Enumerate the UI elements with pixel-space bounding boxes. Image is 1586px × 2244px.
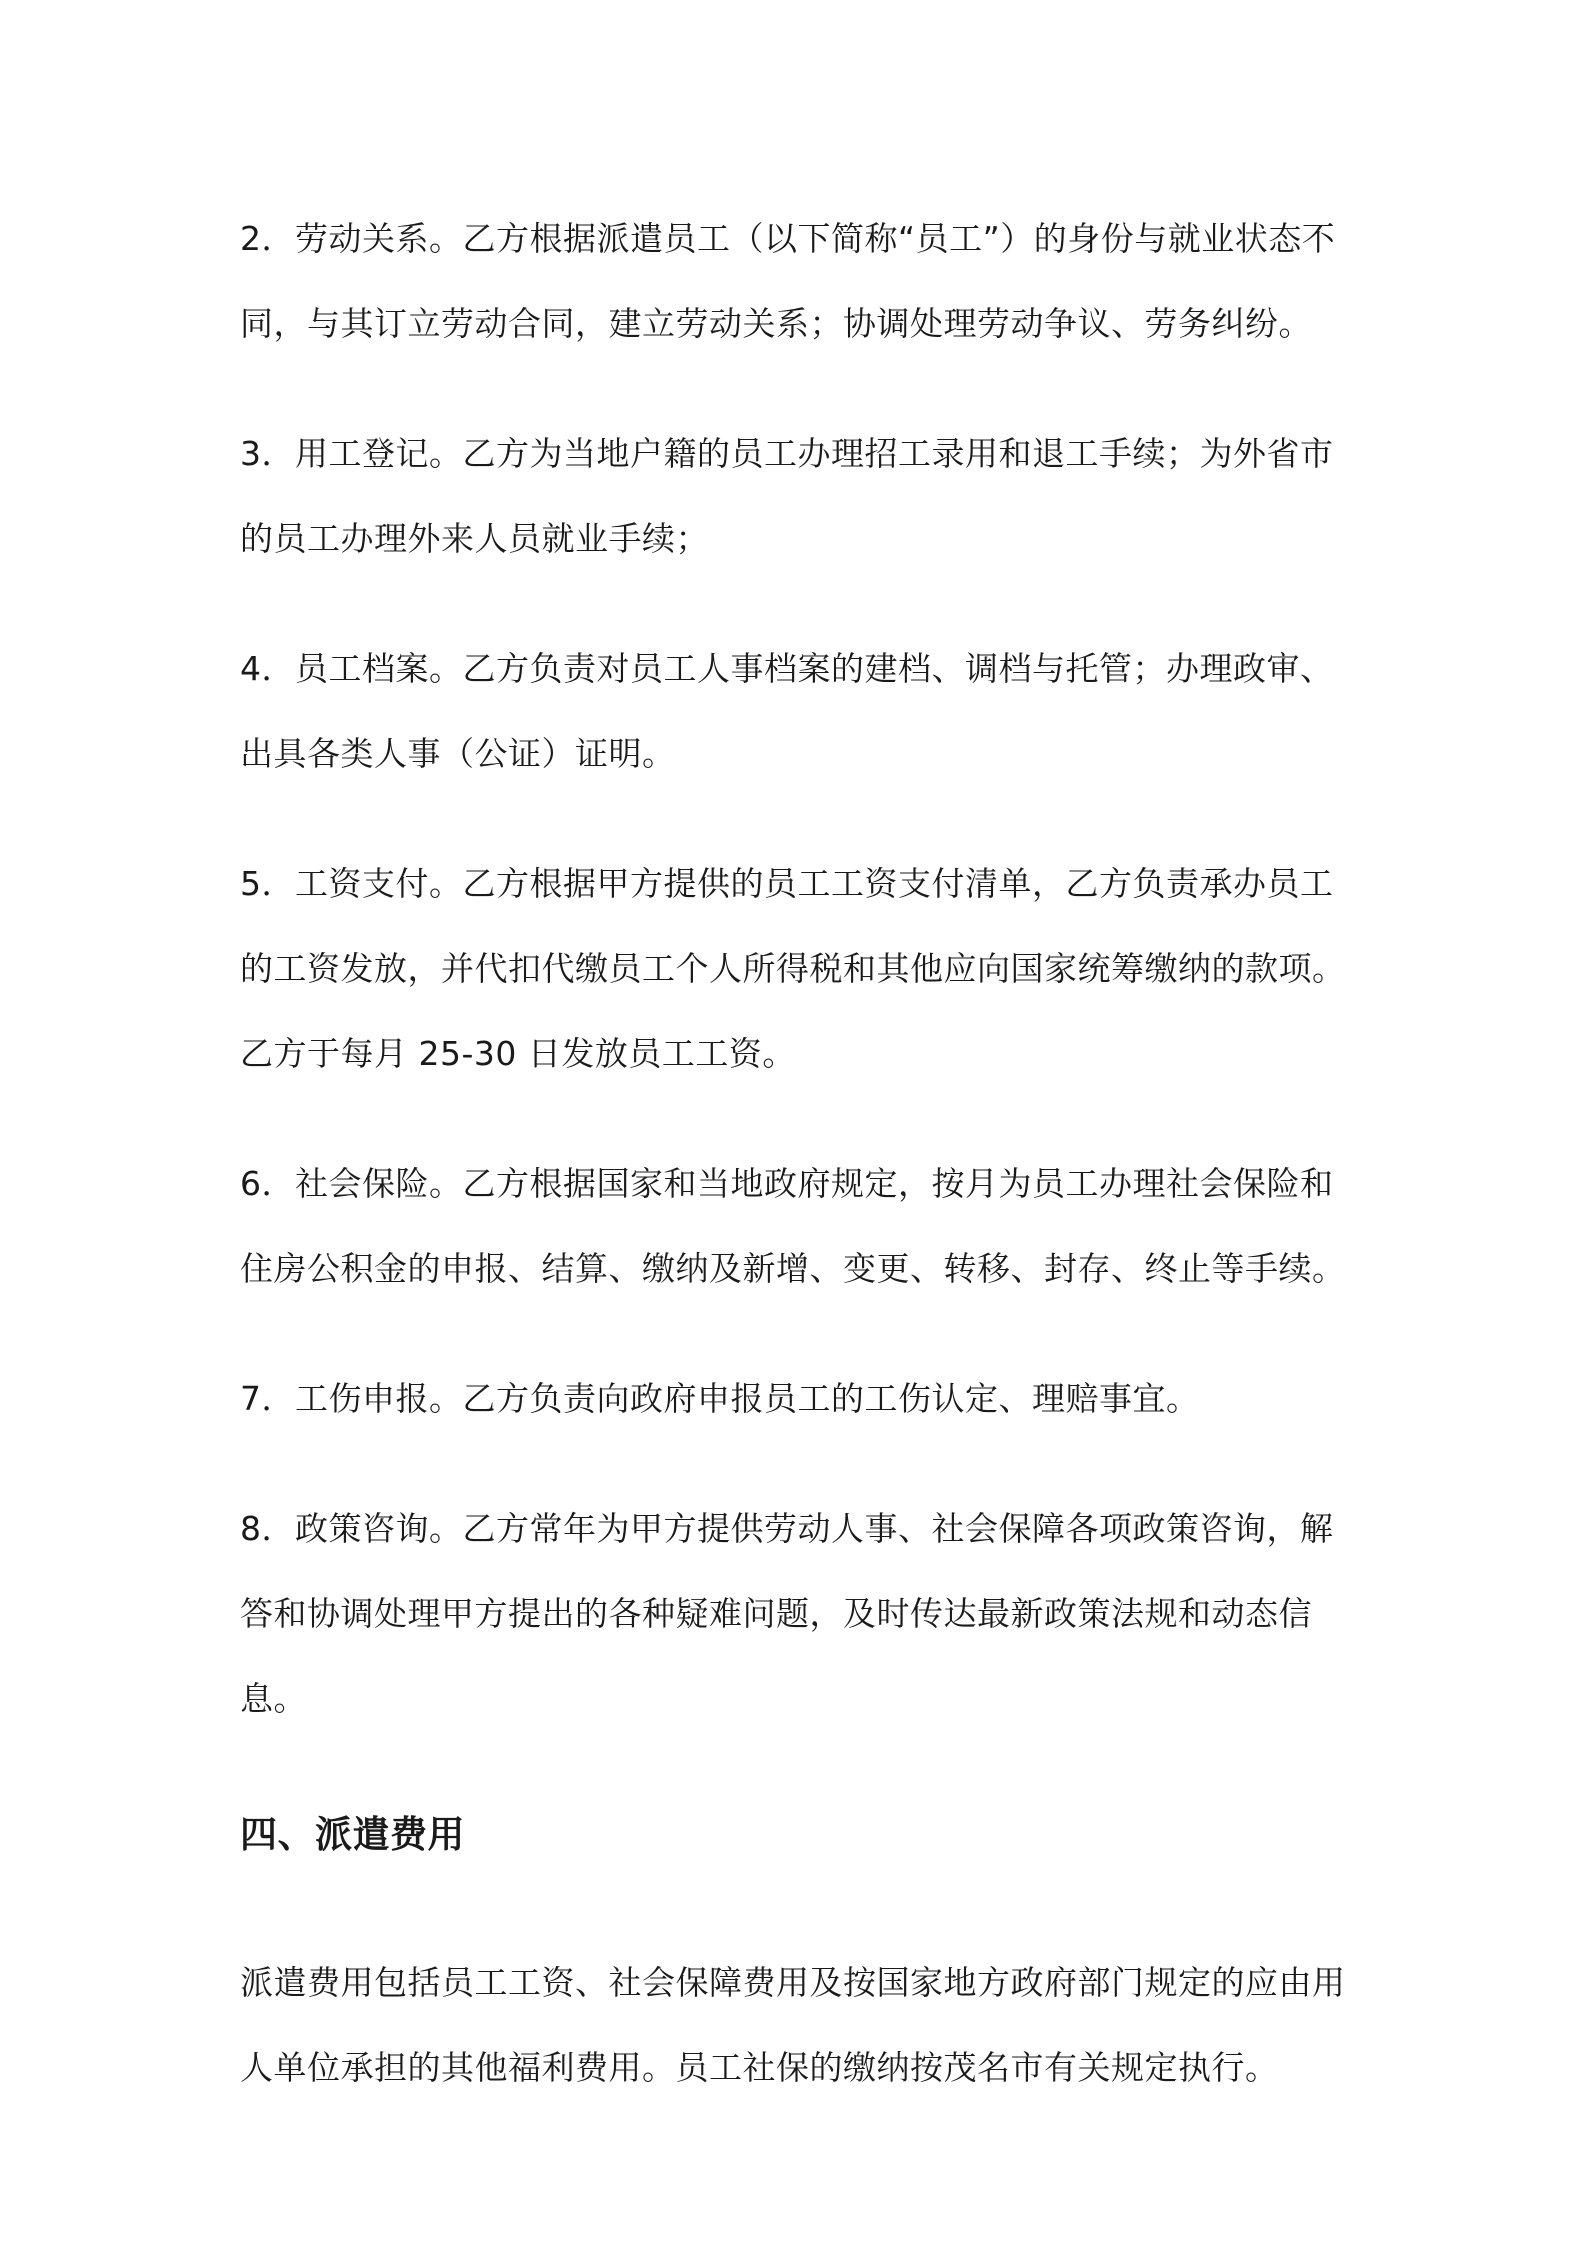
paragraph-employment-registration: 3．用工登记。乙方为当地户籍的员工办理招工录用和退工手续；为外省市的员工办理外来人员就业手续； [240, 434, 1334, 558]
paragraph-policy-consulting: 8．政策咨询。乙方常年为甲方提供劳动人事、社会保障各项政策咨询，解答和协调处理甲方提出的各种疑难问题，及时传达最新政策法规和动态信息。 [240, 1509, 1334, 1718]
paragraph-labor-relations: 2．劳动关系。乙方根据派遣员工（以下简称“员工”）的身份与就业状态不同，与其订立劳动合同，建立劳动关系；协调处理劳动争议、劳务纠纷。 [240, 219, 1336, 343]
paragraph-wage-payment: 5．工资支付。乙方根据甲方提供的员工工资支付清单，乙方负责承办员工的工资发放，并代扣代缴员工个人所得税和其他应向国家统筹缴纳的款项。乙方于每月 25-30 日发放员工工资。 [240, 864, 1346, 1073]
document-page [240, 196, 1352, 2155]
paragraph-social-insurance: 6．社会保险。乙方根据国家和当地政府规定，按月为员工办理社会保险和住房公积金的申报、结算、缴纳及新增、变更、转移、封存、终止等手续。 [240, 1164, 1346, 1288]
section-body: 派遣费用包括员工工资、社会保障费用及按国家地方政府部门规定的应由用人单位承担的其他福利费用。员工社保的缴纳按茂名市有关规定执行。 [240, 1963, 1346, 2087]
section-heading: 四、派遣费用 [240, 1813, 465, 1856]
paragraph-work-injury: 7．工伤申报。乙方负责向政府申报员工的工伤认定、理赔事宜。 [240, 1379, 1200, 1418]
paragraph-employee-archives: 4．员工档案。乙方负责对员工人事档案的建档、调档与托管；办理政审、出具各类人事（公证）证明。 [240, 649, 1334, 773]
